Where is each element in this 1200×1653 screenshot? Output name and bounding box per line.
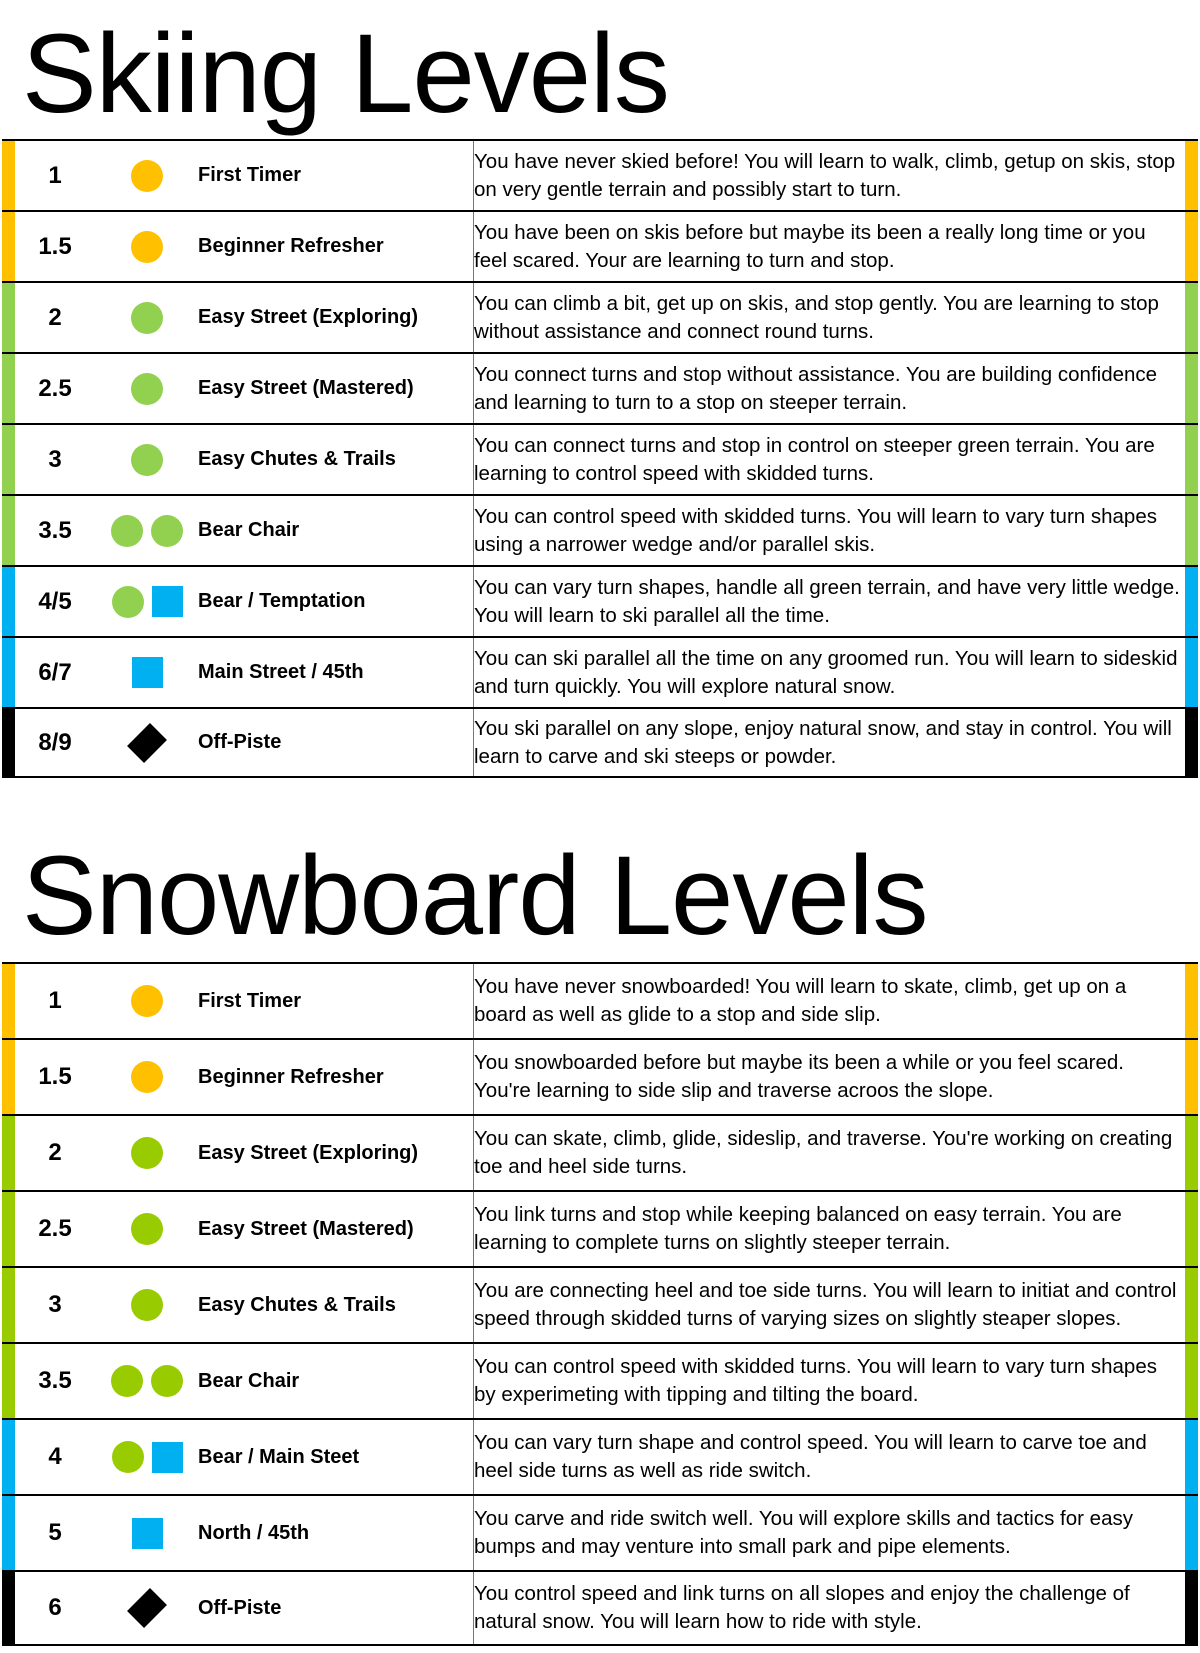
level-number: 1 [48, 161, 62, 189]
level-row [2, 636, 1198, 707]
level-description: You can climb a bit, get up on skis, and stop gently. You are learning to stop without assistance and connect round turns. [474, 291, 1159, 343]
trail-symbols [102, 567, 192, 636]
level-name: First Timer [198, 989, 301, 1012]
level-row [2, 139, 1198, 210]
yellow-circle-icon [131, 1061, 163, 1093]
level-number: 6/7 [38, 658, 72, 686]
level-number: 2 [48, 1139, 62, 1166]
level-color-bar-right [1185, 709, 1198, 776]
level-name: Bear / Main Steet [198, 1445, 360, 1468]
level-name: Easy Chutes & Trails [198, 1293, 396, 1316]
blue-square-icon [152, 586, 183, 617]
trail-symbols [102, 1572, 192, 1644]
trail-symbols [102, 1268, 192, 1342]
level-description: You have been on skis before but maybe its been a really long time or you feel scared. Your are learning to turn and stop. [474, 220, 1146, 272]
level-row [2, 281, 1198, 352]
level-name: Easy Chutes & Trails [198, 448, 396, 470]
level-number: 2 [48, 303, 62, 331]
level-description: You can connect turns and stop in control on steeper green terrain. You are learning to control speed with skidded turns. [474, 433, 1155, 485]
black-diamond-icon [127, 1588, 167, 1628]
level-description-cell [473, 496, 1184, 565]
level-name: Bear Chair [198, 1369, 300, 1392]
level-color-bar-right [1185, 212, 1198, 281]
level-number: 4 [48, 1443, 62, 1470]
level-color-bar-right [1185, 1344, 1198, 1418]
skiing-levels-title: Skiing Levels [22, 11, 669, 136]
level-description-cell [473, 709, 1184, 776]
level-name: Bear Chair [198, 519, 300, 541]
level-description-cell [473, 1344, 1184, 1418]
level-number: 5 [48, 1519, 62, 1546]
level-color-bar-right [1185, 1496, 1198, 1570]
level-name: First Timer [198, 164, 301, 186]
level-description-cell [473, 283, 1184, 352]
level-color-bar-right [1185, 567, 1198, 636]
trail-symbols [102, 1116, 192, 1190]
board-green-circle-icon [151, 1365, 183, 1397]
level-description-cell [473, 1496, 1184, 1570]
green-circle-icon [131, 373, 163, 405]
board-green-circle-icon [112, 1441, 144, 1473]
level-description: You have never skied before! You will learn to walk, climb, getup on skis, stop on very gentle terrain and possibly start to turn. [474, 149, 1176, 201]
level-row [2, 1570, 1198, 1646]
level-name: Easy Street (Mastered) [198, 377, 414, 399]
level-row [2, 707, 1198, 778]
level-number: 1 [48, 987, 62, 1014]
trail-symbols [102, 1496, 192, 1570]
level-description: You can ski parallel all the time on any groomed run. You will learn to sideskid and turn quickly. You will explore natural snow. [474, 646, 1178, 698]
level-number: 3 [48, 1291, 62, 1318]
level-description-cell [473, 1268, 1184, 1342]
level-number: 1.5 [38, 1063, 72, 1090]
level-color-bar-right [1185, 1268, 1198, 1342]
trail-symbols [102, 496, 192, 565]
level-color-bar-left [2, 964, 15, 1038]
level-name: Beginner Refresher [198, 235, 384, 257]
level-row [2, 1418, 1198, 1494]
skiing-levels-table [2, 139, 1198, 778]
level-color-bar-right [1185, 638, 1198, 707]
board-green-circle-icon [131, 1289, 163, 1321]
board-green-circle-icon [131, 1213, 163, 1245]
level-color-bar-right [1185, 283, 1198, 352]
level-color-bar-left [2, 212, 15, 281]
level-color-bar-right [1185, 425, 1198, 494]
level-color-bar-right [1185, 964, 1198, 1038]
level-description-cell [473, 354, 1184, 423]
trail-symbols [102, 425, 192, 494]
green-circle-icon [151, 515, 183, 547]
level-description: You snowboarded before but maybe its been a while or you feel scared. You're learning to side slip and traverse acroos the slope. [474, 1051, 1124, 1102]
level-number: 8/9 [38, 728, 72, 756]
level-number: 3.5 [38, 516, 72, 544]
green-circle-icon [131, 302, 163, 334]
level-color-bar-right [1185, 354, 1198, 423]
level-description-cell [473, 1572, 1184, 1644]
level-name: Beginner Refresher [198, 1065, 384, 1088]
level-description: You carve and ride switch well. You will explore skills and tactics for easy bumps and may venture into small park and pipe elements. [474, 1507, 1133, 1558]
level-color-bar-left [2, 709, 15, 776]
level-color-bar-left [2, 425, 15, 494]
level-name: Easy Street (Exploring) [198, 1141, 419, 1164]
level-description: You ski parallel on any slope, enjoy natural snow, and stay in control. You will learn to carve and ski steeps or powder. [474, 716, 1172, 768]
level-description: You can control speed with skidded turns. You will learn to vary turn shapes using a narrower wedge and/or parallel skis. [474, 504, 1157, 556]
blue-square-icon [132, 657, 163, 688]
level-row [2, 494, 1198, 565]
level-name: Easy Street (Mastered) [198, 1217, 414, 1240]
level-color-bar-right [1185, 1116, 1198, 1190]
green-circle-icon [112, 586, 144, 618]
level-color-bar-left [2, 567, 15, 636]
trail-symbols [102, 1040, 192, 1114]
level-row [2, 1114, 1198, 1190]
level-number: 1.5 [38, 232, 72, 260]
level-description-cell [473, 425, 1184, 494]
level-color-bar-left [2, 1572, 15, 1644]
level-color-bar-left [2, 1116, 15, 1190]
level-number: 2.5 [38, 374, 72, 402]
level-row [2, 1038, 1198, 1114]
trail-symbols [102, 709, 192, 776]
snowboard-levels-title: Snowboard Levels [22, 833, 928, 958]
trail-symbols [102, 638, 192, 707]
level-number: 4/5 [38, 587, 72, 615]
trail-symbols [102, 141, 192, 210]
level-color-bar-right [1185, 1192, 1198, 1266]
trail-symbols [102, 1420, 192, 1494]
level-color-bar-right [1185, 141, 1198, 210]
yellow-circle-icon [131, 231, 163, 263]
board-green-circle-icon [131, 1137, 163, 1169]
yellow-circle-icon [131, 160, 163, 192]
level-row [2, 210, 1198, 281]
level-color-bar-left [2, 496, 15, 565]
level-color-bar-right [1185, 1572, 1198, 1644]
level-description: You can control speed with skidded turns. You will learn to vary turn shapes by experimeting with tipping and tilting the board. [474, 1355, 1157, 1406]
level-row [2, 1342, 1198, 1418]
level-color-bar-left [2, 1496, 15, 1570]
trail-symbols [102, 1344, 192, 1418]
board-green-circle-icon [111, 1365, 143, 1397]
yellow-circle-icon [131, 985, 163, 1017]
level-number: 2.5 [38, 1215, 72, 1242]
green-circle-icon [131, 444, 163, 476]
level-color-bar-left [2, 1040, 15, 1114]
level-name: North / 45th [198, 1521, 310, 1544]
level-description-cell [473, 1420, 1184, 1494]
level-name: Off-Piste [198, 1596, 282, 1619]
level-name: Bear / Temptation [198, 590, 366, 612]
level-color-bar-left [2, 638, 15, 707]
level-description-cell [473, 1040, 1184, 1114]
snowboard-levels-table [2, 962, 1198, 1646]
blue-square-icon [132, 1518, 163, 1549]
level-description-cell [473, 141, 1184, 210]
level-row [2, 962, 1198, 1038]
trail-symbols [102, 1192, 192, 1266]
level-description-cell [473, 964, 1184, 1038]
green-circle-icon [111, 515, 143, 547]
level-number: 3 [48, 445, 62, 473]
level-color-bar-left [2, 1420, 15, 1494]
level-description: You link turns and stop while keeping balanced on easy terrain. You are learning to complete turns on slightly steeper terrain. [474, 1203, 1122, 1254]
level-description-cell [473, 212, 1184, 281]
level-color-bar-right [1185, 1040, 1198, 1114]
level-color-bar-right [1185, 1420, 1198, 1494]
level-description: You can vary turn shape and control speed. You will learn to carve toe and heel side turns as well as ride switch. [474, 1431, 1147, 1482]
level-color-bar-left [2, 1192, 15, 1266]
level-row [2, 1494, 1198, 1570]
black-diamond-icon [127, 723, 167, 763]
level-color-bar-right [1185, 496, 1198, 565]
level-row [2, 1266, 1198, 1342]
trail-symbols [102, 354, 192, 423]
level-description: You can skate, climb, glide, sideslip, and traverse. You're working on creating toe and heel side turns. [474, 1127, 1173, 1178]
level-name: Off-Piste [198, 731, 282, 753]
level-description: You have never snowboarded! You will learn to skate, climb, get up on a board as well as glide to a stop and side slip. [474, 975, 1127, 1026]
trail-symbols [102, 283, 192, 352]
level-color-bar-left [2, 141, 15, 210]
level-row [2, 352, 1198, 423]
level-description: You control speed and link turns on all slopes and enjoy the challenge of natural snow. You will learn how to ride with style. [474, 1582, 1130, 1633]
level-row [2, 1190, 1198, 1266]
level-number: 6 [48, 1594, 62, 1621]
level-description: You connect turns and stop without assistance. You are building confidence and learning to turn to a stop on steeper terrain. [474, 362, 1158, 414]
level-color-bar-left [2, 354, 15, 423]
level-description-cell [473, 1192, 1184, 1266]
level-color-bar-left [2, 1268, 15, 1342]
level-description: You are connecting heel and toe side turns. You will learn to initiat and control speed through skidded turns of varying sizes on slightly steaper slopes. [474, 1279, 1177, 1330]
blue-square-icon [152, 1442, 183, 1473]
level-name: Easy Street (Exploring) [198, 306, 419, 328]
level-description-cell [473, 1116, 1184, 1190]
level-description: You can vary turn shapes, handle all green terrain, and have very little wedge. You will learn to ski parallel all the time. [474, 575, 1180, 627]
level-row [2, 423, 1198, 494]
level-description-cell [473, 638, 1184, 707]
level-color-bar-left [2, 1344, 15, 1418]
level-description-cell [473, 567, 1184, 636]
level-color-bar-left [2, 283, 15, 352]
trail-symbols [102, 964, 192, 1038]
level-name: Main Street / 45th [198, 661, 364, 683]
level-number: 3.5 [38, 1367, 72, 1394]
level-row [2, 565, 1198, 636]
trail-symbols [102, 212, 192, 281]
